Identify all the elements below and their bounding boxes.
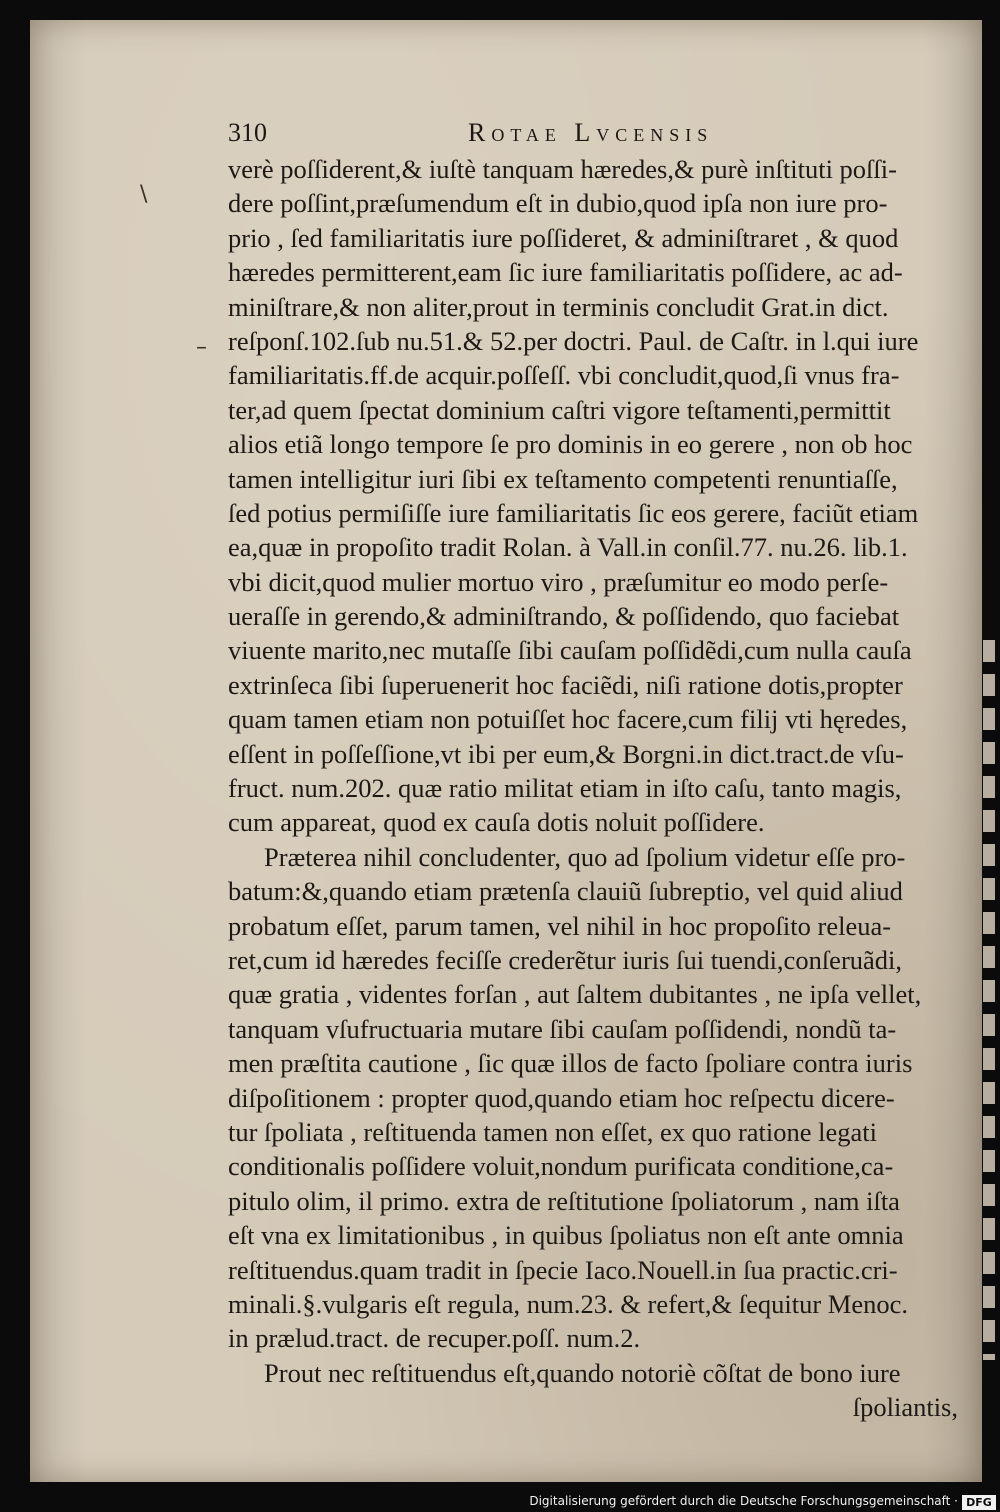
dfg-logo: DFG	[962, 1495, 996, 1510]
text-line: verè poſſiderent,& iuſtè tanquam hæredes,& purè inſtituti poſſi-	[228, 154, 897, 184]
digitization-footer	[0, 1494, 1000, 1512]
text-line: prio , ſed familiaritatis iure poſſideret, & adminiſtraret , & quod	[228, 222, 899, 253]
text-line: tanquam vſufructuaria mutare ſibi cauſam poſſidendi, nondũ ta-	[228, 1013, 897, 1044]
body-text	[228, 152, 988, 1424]
text-line: conditionalis poſſidere voluit,nondum purificata conditione,ca-	[228, 1151, 894, 1182]
text-line: tamen intelligitur iuri ſibi ex teſtamento competenti renuntiaſſe,	[228, 463, 898, 494]
text-line: diſpoſitionem : propter quod,quando etiam hoc reſpectu dicere-	[228, 1082, 895, 1113]
text-line: fruct. num.202. quæ ratio militat etiam in iſto caſu, tanto magis,	[228, 773, 902, 804]
paragraph-start-line: Prout nec reſtituendus eſt,quando notoriè cõſtat de bono iure	[264, 1357, 901, 1388]
text-line: reſponſ.102.ſub nu.51.& 52.per doctri. Paul. de Caſtr. in l.qui iure	[228, 325, 919, 356]
text-line: quam tamen etiam non potuiſſet hoc facere,cum filij vti hęredes,	[228, 704, 908, 735]
running-head: Rotae Lvcensis	[468, 118, 714, 147]
text-line: ueraſſe in gerendo,& adminiſtrando, & poſſidendo, quo faciebat	[228, 601, 900, 632]
page-edge-shadow	[983, 640, 995, 1360]
paragraph-start-line: Præterea nihil concludenter, quo ad ſpolium videtur eſſe pro-	[264, 841, 906, 872]
text-line: ter,ad quem ſpectat dominium caſtri vigore teſtamenti,permittit	[228, 394, 891, 425]
catchword: ſpoliantis,	[852, 1392, 958, 1423]
text-line: men præſtita cautione , ſic quæ illos de facto ſpoliare contra iuris	[228, 1048, 913, 1079]
text-line: hæredes permitterent,eam ſic iure familiaritatis poſſidere, ac ad-	[228, 257, 903, 288]
text-line: pitulo olim, il primo. extra de reſtitutione ſpoliatorum , nam iſta	[228, 1185, 900, 1216]
text-line: ſed potius permiſiſſe iure familiaritatis ſic eos gerere, faciũt etiam	[228, 497, 919, 528]
text-line: eſt vna ex limitationibus , in quibus ſpoliatus non eſt ante omnia	[228, 1220, 904, 1251]
text-line: batum:&,quando etiam prætenſa clauiũ ſubreptio, vel quid aliud	[228, 876, 903, 907]
text-line: reſtituendus.quam tradit in ſpecie Iaco.Nouell.in ſua practic.cri-	[228, 1254, 898, 1285]
text-line: quæ gratia , videntes forſan , aut ſaltem dubitantes , ne ipſa vellet,	[228, 979, 922, 1010]
page-number: 310	[228, 118, 267, 147]
text-line: minali.§.vulgaris eſt regula, num.23. & refert,& ſequitur Menoc.	[228, 1288, 908, 1319]
text-line: miniſtrare,& non aliter,prout in terminis concludit Grat.in dict.	[228, 291, 889, 322]
text-line: dere poſſint,præſumendum eſt in dubio,quod ipſa non iure pro-	[228, 188, 888, 219]
text-line: in prælud.tract. de recuper.poſſ. num.2.	[228, 1323, 641, 1354]
text-line: tur ſpoliata , reſtituenda tamen non eſſet, ex quo ratione legati	[228, 1116, 878, 1147]
text-line: extrinſeca ſibi ſuperuenerit hoc faciẽdi, niſi ratione dotis,propter	[228, 669, 903, 700]
page-header	[228, 118, 788, 154]
text-line: vbi dicit,quod mulier mortuo viro , præſumitur eo modo perſe-	[228, 566, 889, 597]
text-line: cum appareat, quod ex cauſa dotis noluit poſſidere.	[228, 807, 765, 838]
text-line: eſſent in poſſeſſione,vt ibi per eum,& Borgni.in dict.tract.de vſu-	[228, 738, 904, 769]
text-line: alios etiã longo tempore ſe pro dominis in eo gerere , non ob hoc	[228, 429, 913, 460]
text-line: viuente marito,nec mutaſſe ſibi cauſam poſſidẽdi,cum nulla cauſa	[228, 635, 912, 666]
text-line: ret,cum id hæredes feciſſe crederẽtur iuris ſui tuendi,conſeruãdi,	[228, 944, 903, 975]
margin-mark: –	[196, 335, 207, 360]
funding-credit: Digitalisierung gefördert durch die Deutsche Forschungsgemeinschaft ·	[529, 1494, 958, 1508]
text-line: probatum eſſet, parum tamen, vel nihil in hoc propoſito releua-	[228, 910, 892, 941]
text-line: ea,quæ in propoſito tradit Rolan. à Vall.in conſil.77. nu.26. lib.1.	[228, 532, 908, 563]
text-line: familiaritatis.ff.de acquir.poſſeſſ. vbi concludit,quod,ſi vnus fra-	[228, 360, 900, 391]
margin-mark: \	[140, 182, 148, 207]
